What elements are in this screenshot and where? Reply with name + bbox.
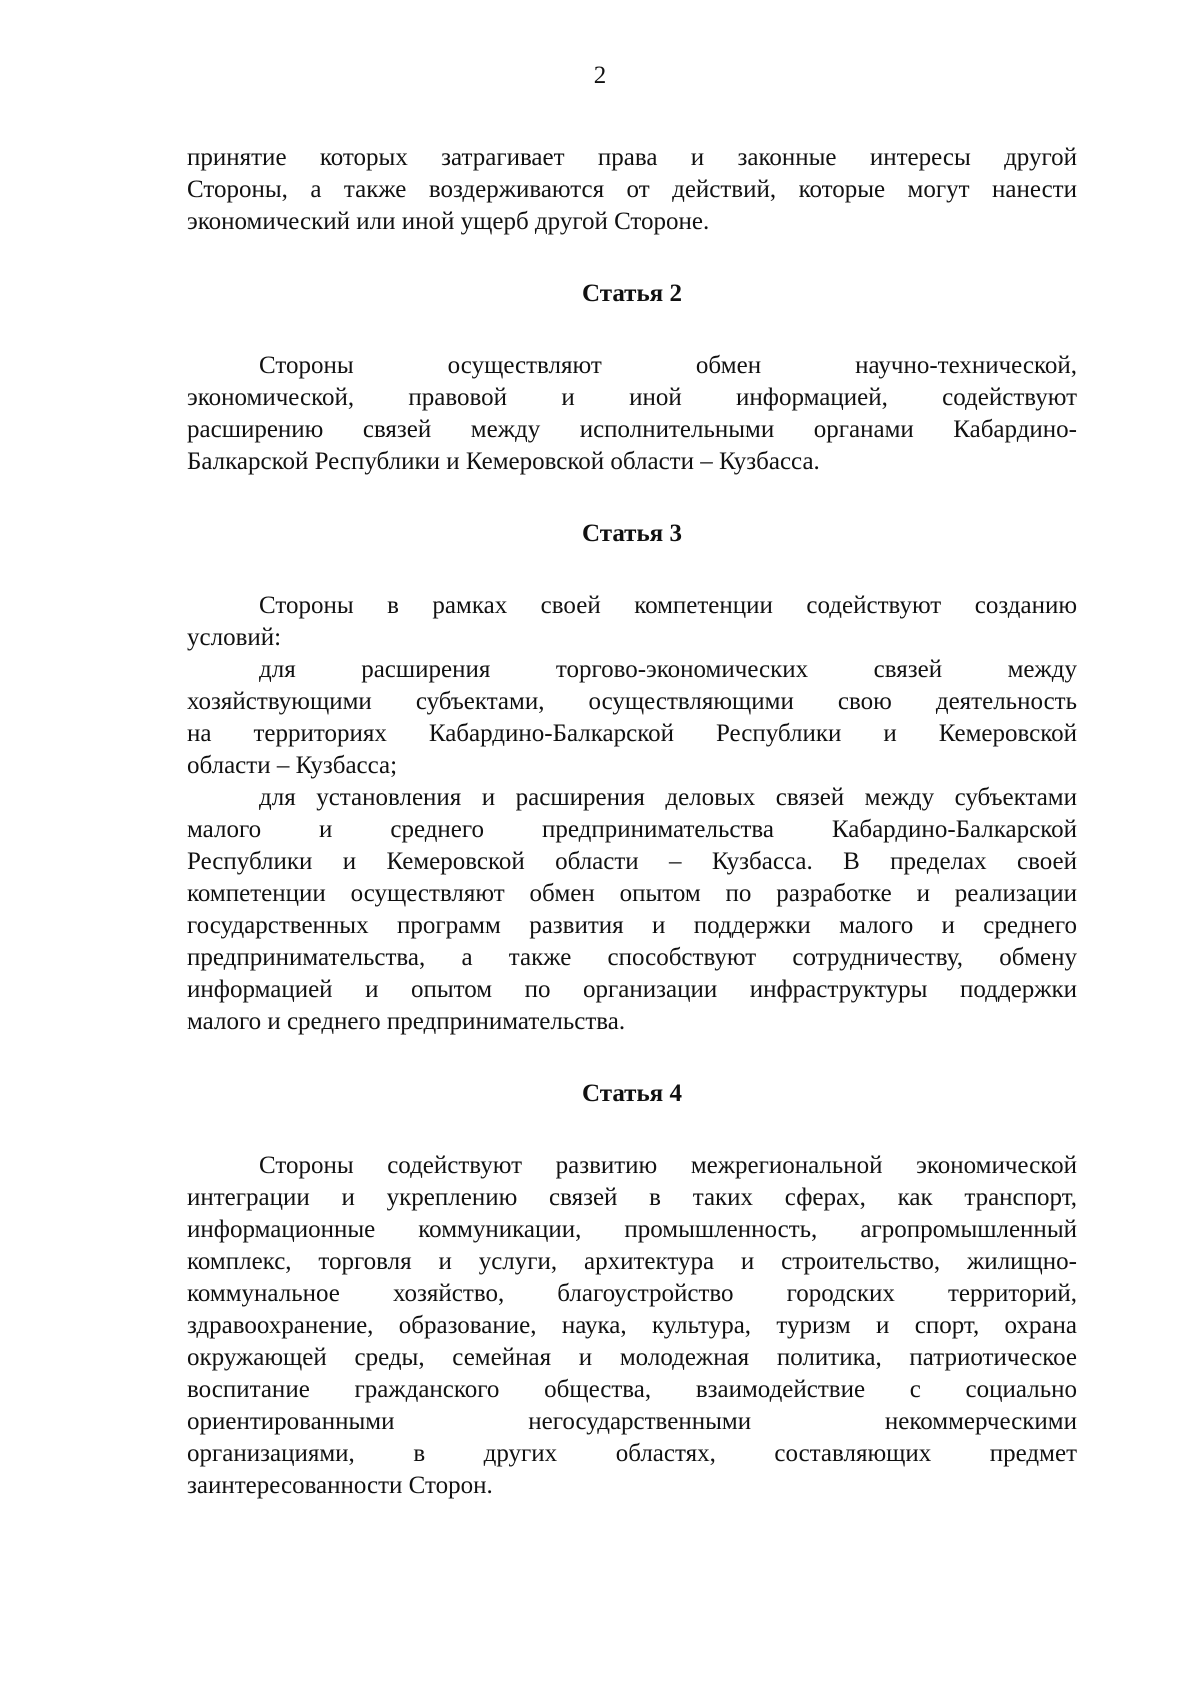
text-line: Балкарской Республики и Кемеровской области – Кузбасса. <box>187 448 820 475</box>
text-line: окружающей среды, семейная и молодежная политика, патриотическое <box>187 1344 1077 1371</box>
text-line: расширению связей между исполнительными органами Кабардино- <box>187 416 1077 443</box>
text-line: условий: <box>187 624 282 651</box>
article-4-title: Статья 4 <box>582 1080 682 1107</box>
text-line: экономической, правовой и иной информацией, содействуют <box>187 384 1077 411</box>
text-line: на территориях Кабардино-Балкарской Республики и Кемеровской <box>187 720 1077 747</box>
text-line: малого и среднего предпринимательства. <box>187 1008 626 1035</box>
article-2-paragraph <box>187 350 1077 478</box>
text-line: малого и среднего предпринимательства Кабардино-Балкарской <box>187 816 1077 843</box>
text-line: компетенции осуществляют обмен опытом по разработке и реализации <box>187 880 1077 907</box>
text-line: заинтересованности Сторон. <box>187 1472 493 1499</box>
text-line: для установления и расширения деловых связей между субъектами <box>259 784 1077 811</box>
text-line: интеграции и укреплению связей в таких сферах, как транспорт, <box>187 1184 1077 1211</box>
intro-paragraph <box>187 142 1077 238</box>
text-line: комплекс, торговля и услуги, архитектура и строительство, жилищно- <box>187 1248 1077 1275</box>
text-line: для расширения торгово-экономических связей между <box>259 656 1077 683</box>
text-line: области – Кузбасса; <box>187 752 398 779</box>
text-line: воспитание гражданского общества, взаимодействие с социально <box>187 1376 1077 1403</box>
article-3-title: Статья 3 <box>582 520 682 547</box>
page-number: 2 <box>593 62 607 89</box>
text-line: информацией и опытом по организации инфраструктуры поддержки <box>187 976 1077 1003</box>
text-line: Стороны осуществляют обмен научно-технической, <box>259 352 1077 379</box>
text-line: организациями, в других областях, составляющих предмет <box>187 1440 1077 1467</box>
text-line: принятие которых затрагивает права и законные интересы другой <box>187 144 1077 171</box>
article-3-paragraph <box>187 590 1077 1038</box>
text-line: здравоохранение, образование, наука, культура, туризм и спорт, охрана <box>187 1312 1077 1339</box>
article-4-paragraph <box>187 1150 1077 1502</box>
text-line: информационные коммуникации, промышленность, агропромышленный <box>187 1216 1077 1243</box>
text-line: коммунальное хозяйство, благоустройство городских территорий, <box>187 1280 1077 1307</box>
text-line: ориентированными негосударственными некоммерческими <box>187 1408 1077 1435</box>
text-line: предпринимательства, а также способствуют сотрудничеству, обмену <box>187 944 1077 971</box>
text-line: Стороны содействуют развитию межрегиональной экономической <box>259 1152 1077 1179</box>
text-line: Республики и Кемеровской области – Кузбасса. В пределах своей <box>187 848 1077 875</box>
document-body <box>187 142 1077 1502</box>
article-2-title: Статья 2 <box>582 280 682 307</box>
text-line: хозяйствующими субъектами, осуществляющими свою деятельность <box>187 688 1077 715</box>
text-line: экономический или иной ущерб другой Стороне. <box>187 208 710 235</box>
text-line: Стороны в рамках своей компетенции содействуют созданию <box>259 592 1077 619</box>
text-line: Стороны, а также воздерживаются от действий, которые могут нанести <box>187 176 1077 203</box>
text-line: государственных программ развития и поддержки малого и среднего <box>187 912 1077 939</box>
